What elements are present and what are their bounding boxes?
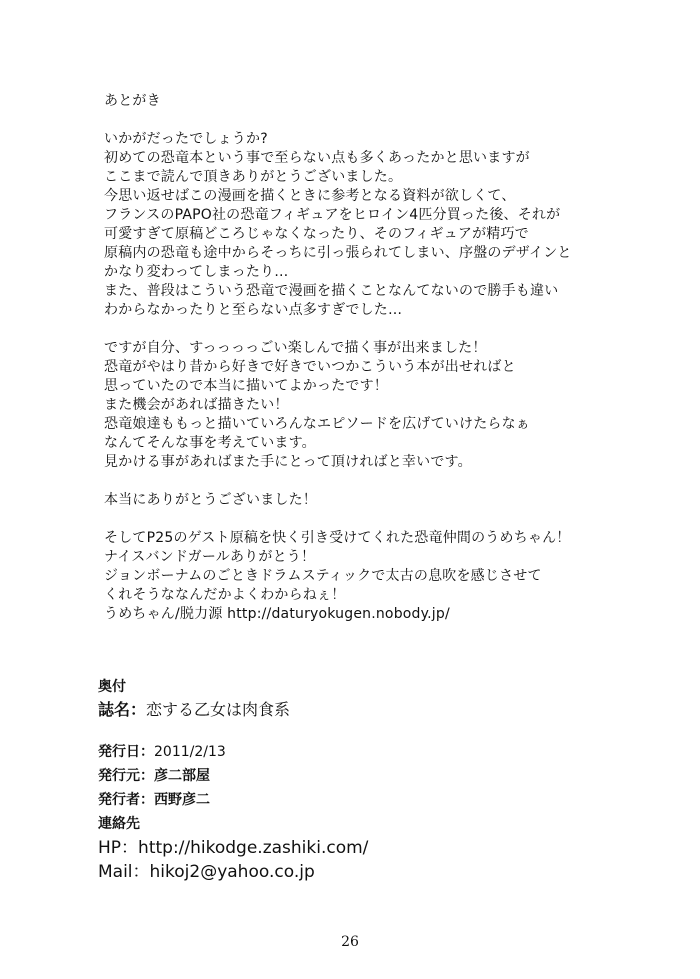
title-value: 恋する乙女は肉食系 bbox=[146, 700, 291, 719]
text-line: 恐竜がやはり昔から好きで好きでいつかこういう本が出せればと bbox=[104, 359, 516, 375]
text-line: 本当にありがとうございました！ bbox=[104, 492, 317, 508]
colophon-heading: 奥付 bbox=[98, 679, 126, 695]
text-line: 初めての恐竜本という事で至らない点も多くあったかと思いますが bbox=[104, 150, 530, 166]
contact-heading: 連絡先 bbox=[98, 816, 140, 832]
text-line: 今思い返せばこの漫画を描くときに参考となる資料が欲しくて、 bbox=[104, 188, 516, 204]
text-line: ナイスバンドガールありがとう！ bbox=[104, 549, 316, 565]
text-line: ですが自分、すっっっっごい楽しんで描く事が出来ました！ bbox=[104, 340, 487, 356]
afterword-section bbox=[104, 92, 664, 624]
paragraph-gap bbox=[104, 510, 664, 529]
colophon-title-row bbox=[98, 698, 618, 722]
publisher-value: 彦二部屋 bbox=[154, 768, 210, 784]
text-line: 原稿内の恐竜も途中からそっちに引っ張られてしまい、序盤のデザインと bbox=[104, 245, 572, 261]
colophon-mail-row bbox=[98, 860, 618, 884]
colophon-hp-row bbox=[98, 836, 618, 860]
text-line: また機会があれば描きたい！ bbox=[104, 397, 289, 413]
mail-label: Mail： bbox=[98, 862, 150, 882]
text-line: また、普段はこういう恐竜で漫画を描くことなんてないので勝手も違い bbox=[104, 283, 559, 299]
colophon-publisher-row bbox=[98, 764, 618, 788]
text-line: 恐竜娘達ももっと描いていろんなエピソードを広げていけたらなぁ bbox=[104, 416, 530, 432]
paragraph-gap bbox=[104, 111, 664, 130]
text-line: 可愛すぎて原稿どころじゃなくなったり、そのフィギュアが精巧で bbox=[104, 226, 529, 242]
afterword-heading: あとがき bbox=[104, 93, 161, 109]
afterword-paragraph-4 bbox=[104, 529, 664, 624]
text-line: フランスのPAPO社の恐竜フィギュアをヒロイン4匹分買った後、それが bbox=[104, 207, 561, 223]
text-line: ジョンボーナムのごときドラムスティックで太古の息吹を感じさせて bbox=[104, 568, 542, 584]
text-line: そしてP25のゲスト原稿を快く引き受けてくれた恐竜仲間のうめちゃん！ bbox=[104, 530, 571, 546]
afterword-paragraph-2 bbox=[104, 339, 664, 472]
text-line: かなり変わってしまったり… bbox=[104, 264, 289, 280]
text-line: 思っていたので本当に描いてよかったです！ bbox=[104, 378, 388, 394]
issuer-label: 発行者： bbox=[98, 792, 154, 808]
paragraph-gap bbox=[104, 472, 664, 491]
text-line: うめちゃん/脱力源 http://daturyokugen.nobody.jp/ bbox=[104, 606, 450, 622]
text-line: なんてそんな事を考えています。 bbox=[104, 435, 316, 451]
paragraph-gap bbox=[104, 320, 664, 339]
date-value: 2011/2/13 bbox=[154, 744, 226, 760]
colophon-issuer-row bbox=[98, 788, 618, 812]
publisher-label: 発行元： bbox=[98, 768, 154, 784]
page-number: 26 bbox=[341, 934, 359, 950]
title-label: 誌名： bbox=[98, 700, 147, 719]
text-line: わからなかったりと至らない点多すぎでした… bbox=[104, 302, 403, 318]
text-line: いかがだったでしょうか? bbox=[104, 131, 268, 147]
afterword-paragraph-1 bbox=[104, 130, 664, 320]
colophon-date-row bbox=[98, 740, 618, 764]
colophon-gap bbox=[98, 722, 618, 740]
issuer-value: 西野彦二 bbox=[154, 792, 210, 808]
afterword-paragraph-3 bbox=[104, 491, 664, 510]
text-line: ここまで読んで頂きありがとうございました。 bbox=[104, 169, 403, 185]
text-line: 見かける事があればまた手にとって頂ければと幸いです。 bbox=[104, 454, 472, 470]
hp-label: HP： bbox=[98, 838, 139, 858]
hp-link: http://hikodge.zashiki.com/ bbox=[138, 838, 369, 858]
colophon-section bbox=[98, 676, 618, 884]
colophon-contact-heading bbox=[98, 812, 618, 836]
mail-address: hikoj2@yahoo.co.jp bbox=[149, 862, 315, 882]
text-line: くれそうななんだかよくわからねぇ！ bbox=[104, 587, 346, 603]
date-label: 発行日： bbox=[98, 744, 154, 760]
